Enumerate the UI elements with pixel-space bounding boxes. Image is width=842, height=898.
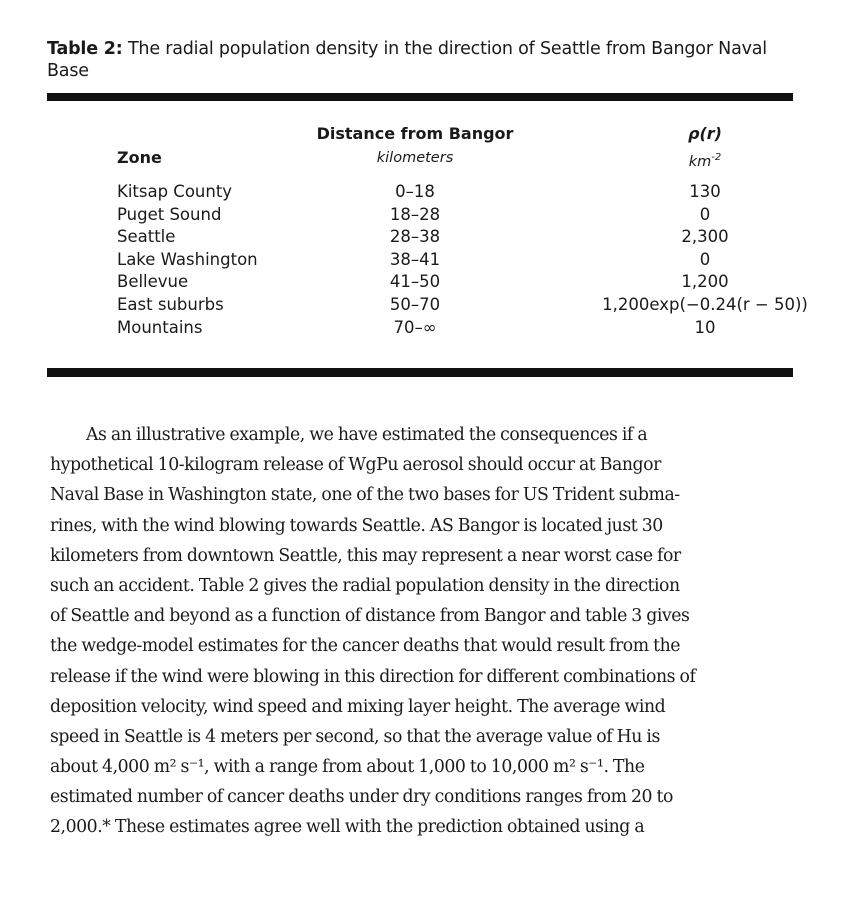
body-line: estimated number of cancer deaths under dry conditions ranges from 20 to [50, 787, 673, 808]
body-line: release if the wind were blowing in this direction for different combinations of [50, 666, 696, 687]
cell-zone: Kitsap County [117, 182, 233, 201]
cell-zone: Lake Washington [117, 249, 258, 269]
cell-distance: 28–38 [389, 227, 441, 247]
cell-density: 130 [689, 182, 721, 201]
cell-distance: 38–41 [389, 249, 441, 269]
body-line: about 4,000 m² s⁻¹, with a range from about 1,000 to 10,000 m² s⁻¹. The [50, 757, 645, 778]
header-density: ρ(r) [688, 124, 722, 143]
table-row [0, 271, 842, 294]
header-density-unit-exp: -2 [711, 152, 722, 163]
cell-distance: 18–28 [389, 204, 441, 224]
cell-distance: 50–70 [389, 294, 441, 314]
cell-density: 2,300 [681, 227, 729, 247]
cell-distance: 70–∞ [393, 317, 437, 337]
table-body [0, 181, 842, 339]
table-caption-text: The radial population density in the direction of Seattle from Bangor Naval Base [47, 39, 767, 81]
cell-distance: 0–18 [395, 182, 435, 201]
table-caption-label: Table 2: [47, 39, 123, 59]
table-row [0, 294, 842, 317]
cell-zone: Seattle [117, 227, 176, 247]
table-row [0, 317, 842, 340]
body-line: 2,000.* These estimates agree well with the prediction obtained using a [50, 817, 645, 838]
cell-zone: East suburbs [117, 294, 224, 314]
cell-density: 1,200 [681, 272, 729, 292]
header-density-unit-base: km [688, 154, 712, 170]
body-line: rines, with the wind blowing towards Seattle. AS Bangor is located just 30 [50, 515, 663, 536]
cell-distance: 41–50 [389, 272, 441, 292]
body-line: deposition velocity, wind speed and mixing layer height. The average wind [50, 696, 666, 717]
body-line: of Seattle and beyond as a function of distance from Bangor and table 3 gives [50, 606, 690, 627]
table-row [0, 249, 842, 272]
header-distance-unit: kilometers [376, 150, 454, 166]
body-line: Naval Base in Washington state, one of the two bases for US Trident subma- [50, 485, 680, 506]
table-row [0, 226, 842, 249]
cell-zone: Bellevue [117, 272, 189, 292]
body-line: the wedge-model estimates for the cancer deaths that would result from the [50, 636, 681, 657]
table-row [0, 204, 842, 227]
table-row [0, 181, 842, 204]
cell-density: 0 [699, 249, 711, 269]
table-caption [47, 38, 797, 82]
body-line: speed in Seattle is 4 meters per second, so that the average value of Hu is [50, 726, 660, 747]
body-line: kilometers from downtown Seattle, this may represent a near worst case for [50, 545, 681, 566]
header-density-unit [612, 148, 798, 172]
header-zone: Zone [117, 148, 162, 167]
header-distance: Distance from Bangor [316, 124, 514, 143]
cell-zone: Mountains [117, 317, 203, 337]
table-bottom-rule [47, 368, 793, 377]
body-paragraph [50, 420, 795, 843]
cell-zone: Puget Sound [117, 204, 222, 224]
body-line: such an accident. Table 2 gives the radial population density in the direction [50, 575, 680, 596]
body-line: As an illustrative example, we have estimated the consequences if a [86, 425, 648, 445]
body-line: hypothetical 10-kilogram release of WgPu aerosol should occur at Bangor [50, 455, 661, 476]
cell-density: 0 [699, 204, 711, 224]
table-top-rule [47, 93, 793, 101]
cell-density: 10 [694, 317, 716, 337]
cell-density: 1,200exp(−0.24(r − 50)) [602, 294, 808, 314]
